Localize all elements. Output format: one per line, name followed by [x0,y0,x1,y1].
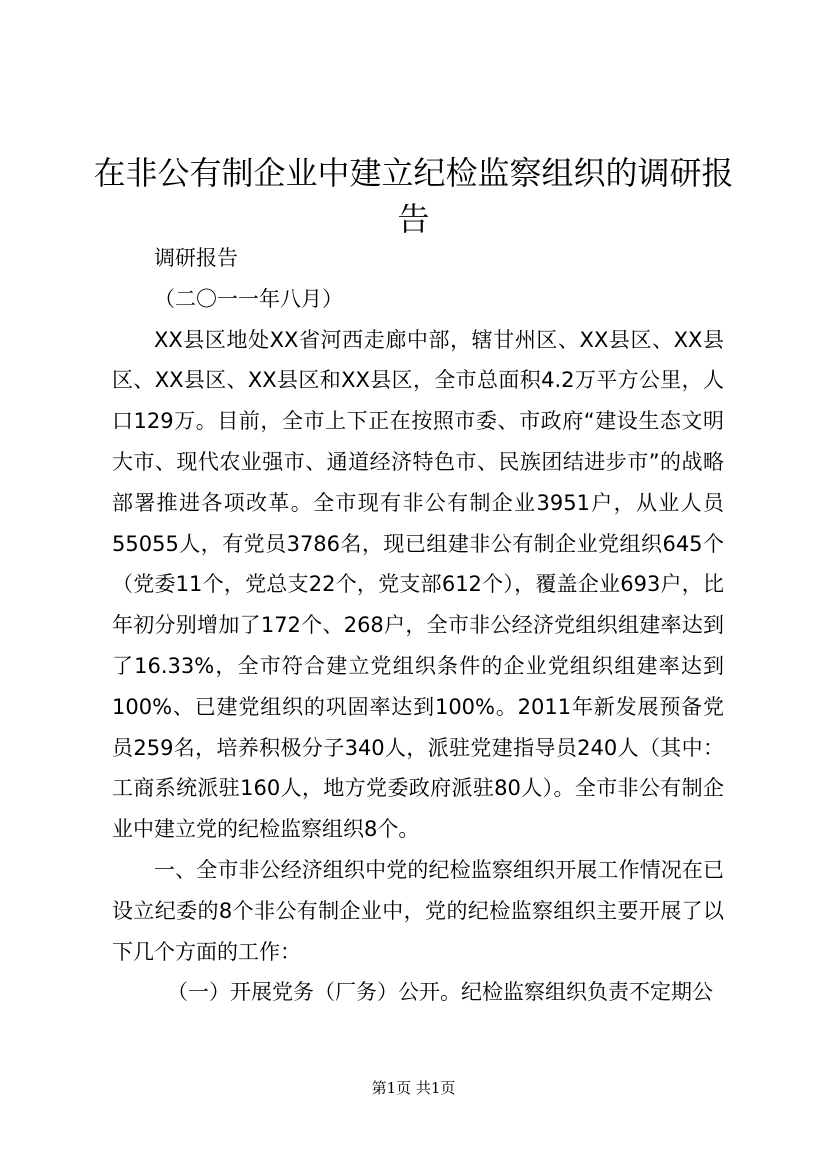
paragraph-subsection-one: （一）开展党务（厂务）公开。纪检监察组织负责不定期公 [167,980,713,1005]
page-footer: 第1页 共1页 [371,1079,456,1097]
document-body [112,238,724,1013]
document-title: 在非公有制企业中建立纪检监察组织的调研报告 [93,154,734,238]
paragraph-subtitle: 调研报告 [154,246,238,270]
paragraph-date: （二〇一一年八月） [154,286,343,311]
paragraph-overview: XX县区地处XX省河西走廊中部，辖甘州区、XX县区、XX县区、XX县区、XX县区和XX县区，全市总面积4.2万平方公里，人口129万。目前，全市上下正在按照市委、市政府“建设生态文明大市、现代农业强市、通道经济特色市、民族团结进步市”的战略部署推进各项改革。全市现有非公有制企业3951户，从业人员55055人，有党员3786名，现已组建非公有制企业党组织645个（党委11个，党总支22个，党支部612个），覆盖企业693户，比年初分别增加了172个、268户，全市非公经济党组织组建率达到了16.33%，全市符合建立党组织条件的企业党组织组建率达到100%、已建党组织的巩固率达到100%。2011年新发展预备党员259名，培养积极分子340人，派驻党建指导员240人（其中：工商系统派驻160人，地方党委政府派驻80人）。全市非公有制企业中建立党的纪检监察组织8个。 [112,327,724,842]
paragraph-section-one: 一、全市非公经济组织中党的纪检监察组织开展工作情况在已设立纪委的8个非公有制企业中，党的纪检监察组织主要开展了以下几个方面的工作： [112,857,724,964]
